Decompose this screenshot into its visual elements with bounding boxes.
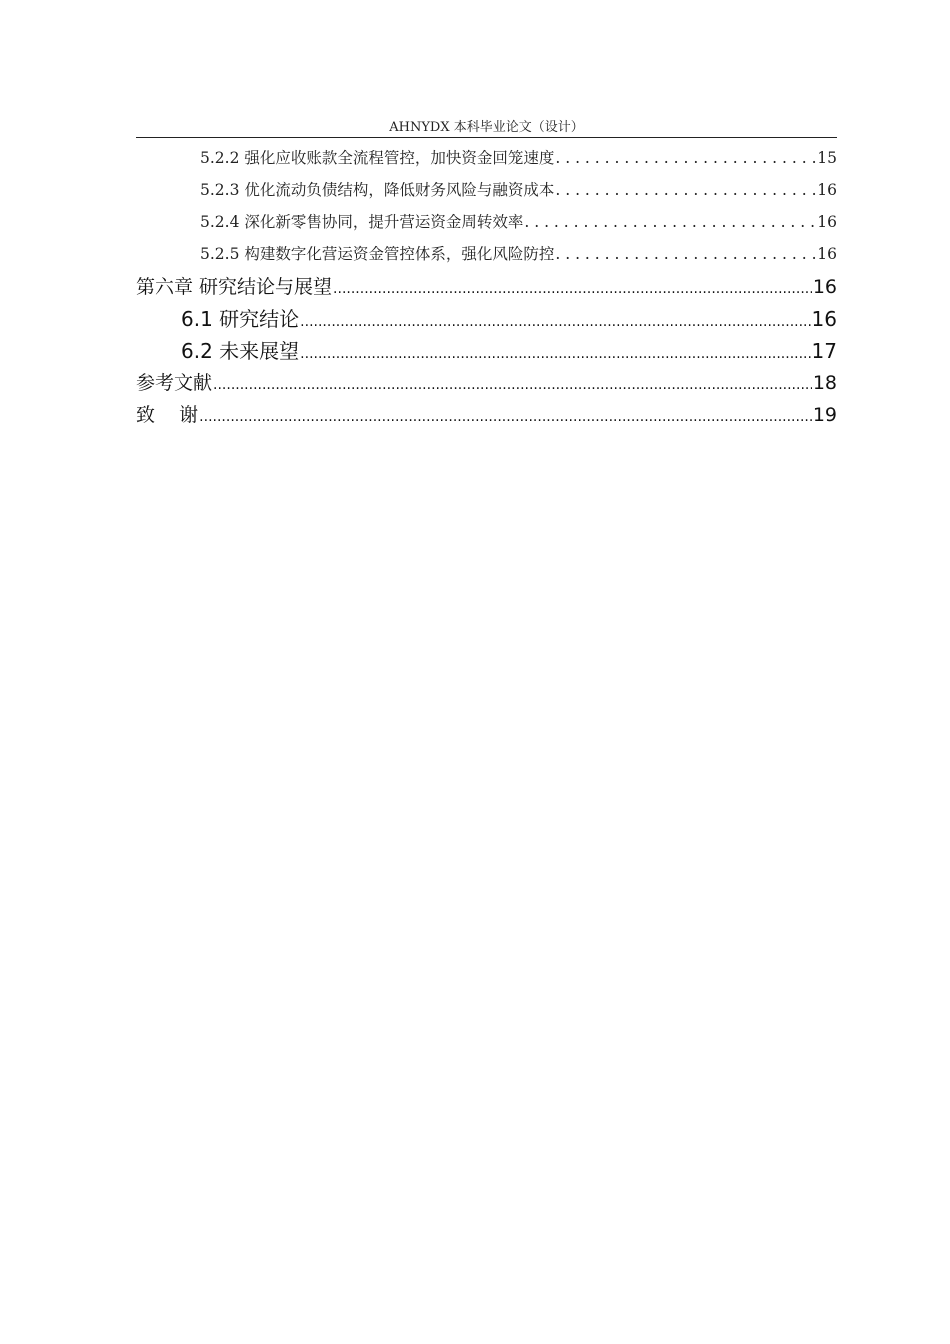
- toc-leader-dots: [300, 346, 810, 362]
- toc-entry-5-2-2[interactable]: [136, 146, 837, 168]
- toc-page-number: 18: [812, 372, 837, 394]
- toc-entry-label: 6.1 研究结论: [181, 307, 300, 331]
- toc-page-number: 16: [817, 181, 837, 199]
- toc-entry-references[interactable]: [136, 368, 837, 395]
- toc-leader-dots: [555, 149, 816, 167]
- toc-entry-label: 5.2.5 构建数字化营运资金管控体系，强化风险防控: [200, 245, 555, 263]
- toc-leader-dots: [333, 281, 812, 297]
- toc-entry-label: 致 谢: [136, 404, 199, 426]
- toc-page-number: 19: [812, 404, 837, 426]
- toc-entry-label: 5.2.2 强化应收账款全流程管控，加快资金回笼速度: [200, 149, 555, 167]
- toc-entry-label: 参考文献: [136, 372, 213, 394]
- toc-page-number: 16: [817, 213, 837, 231]
- toc-page-number: 16: [817, 245, 837, 263]
- toc-entry-label: 5.2.4 深化新零售协同，提升营运资金周转效率: [200, 213, 524, 231]
- toc-entry-5-2-4[interactable]: [136, 210, 837, 232]
- toc-entry-5-2-3[interactable]: [136, 178, 837, 200]
- toc-leader-dots: [213, 377, 812, 393]
- toc-page-number: 16: [812, 276, 837, 298]
- toc-leader-dots: [524, 213, 816, 231]
- toc-leader-dots: [300, 314, 810, 330]
- toc-entry-5-2-5[interactable]: [136, 242, 837, 264]
- toc-page-number: 16: [811, 307, 837, 331]
- toc-page-number: 15: [817, 149, 837, 167]
- running-header: AHNYDX 本科毕业论文（设计）: [389, 120, 584, 135]
- toc-page-number: 17: [811, 339, 837, 363]
- toc-entry-6-1[interactable]: [136, 303, 837, 332]
- toc-entry-acknowledgements[interactable]: [136, 400, 837, 427]
- toc-entry-label: 5.2.3 优化流动负债结构，降低财务风险与融资成本: [200, 181, 555, 199]
- toc-leader-dots: [555, 245, 816, 263]
- toc-entry-label: 6.2 未来展望: [181, 339, 300, 363]
- toc-entry-label: 第六章 研究结论与展望: [136, 276, 333, 298]
- toc-entry-6-2[interactable]: [136, 335, 837, 364]
- toc-leader-dots: [199, 409, 812, 425]
- toc-entry-chapter-6[interactable]: [136, 272, 837, 299]
- toc-leader-dots: [555, 181, 816, 199]
- header-rule: [136, 137, 837, 138]
